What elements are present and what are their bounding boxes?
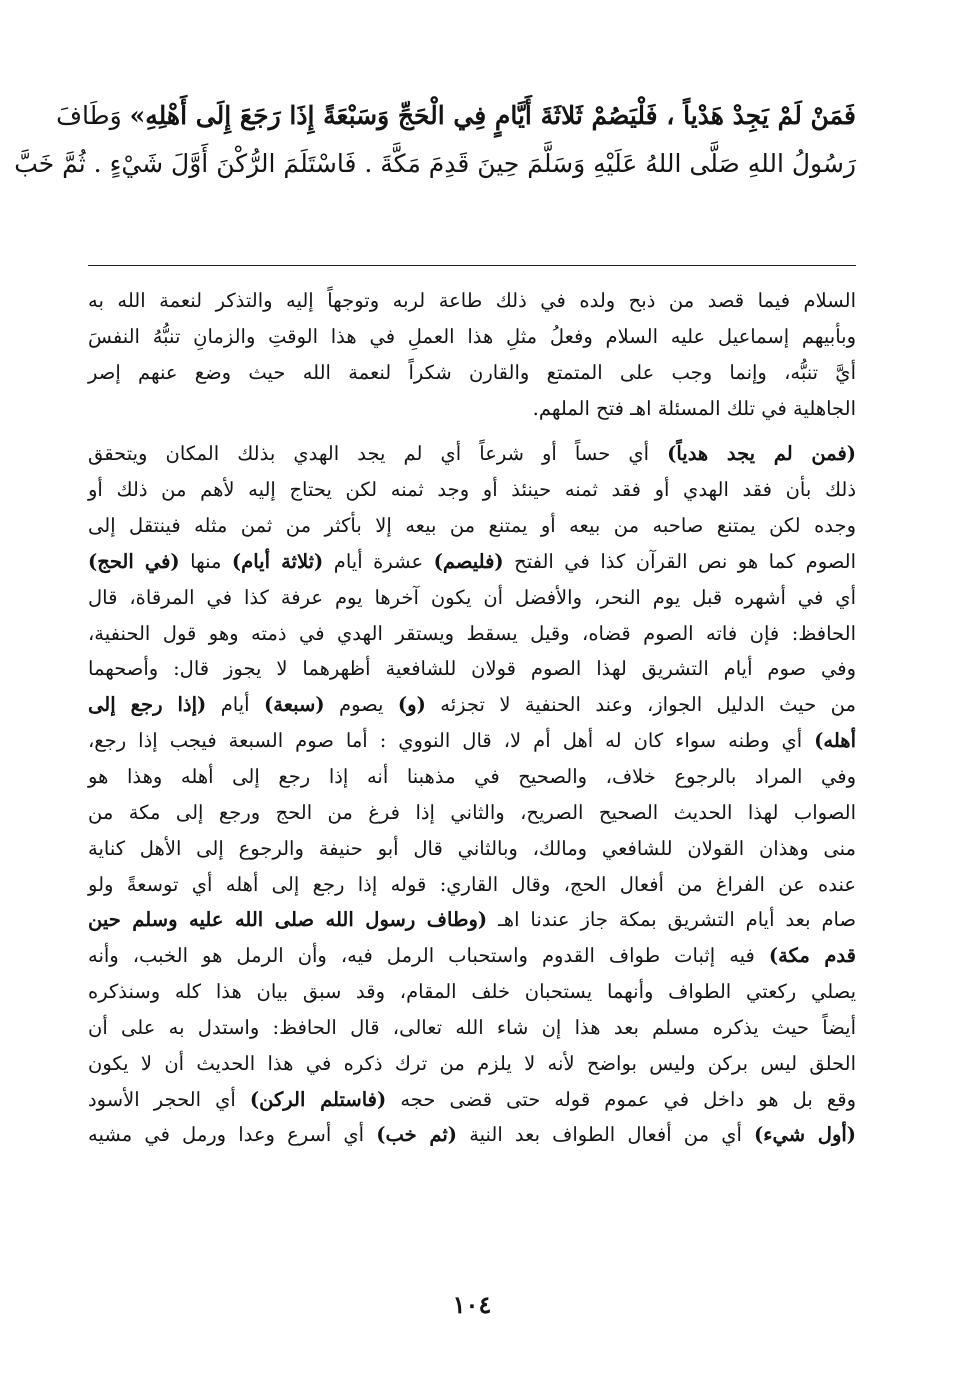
commentary-line: وبأبيهم إسماعيل عليه السلام وفعلُ مثلِ هذا العملِ في هذا الوقتِ والزمانِ تنبُّهُ النفسَ: [88, 324, 856, 348]
commentary-line: الصواب لهذا الحديث الصحيح الصريح، والثاني إذا فرغ من الحج ورجع إلى مكة من: [88, 800, 856, 824]
commentary-line: منى وهذان القولان للشافعي ومالك، وبالثاني قال أبو حنيفة والرجوع إلى الأهل كناية: [88, 836, 856, 860]
commentary-segment: أي حساً أو شرعاً أي لم يجد الهدي بذلك المكان ويتحقق: [88, 442, 650, 466]
quoted-phrase: (ثلاثة أيام): [231, 549, 324, 573]
commentary-line: [88, 902, 856, 938]
quoted-phrase: (وطاف رسول الله صلى الله عليه وسلم حين: [88, 908, 488, 932]
hadith-line: رَسُولُ اللهِ صَلَّى اللهُ عَلَيْهِ وَسَلَّمَ حِينَ قَدِمَ مَكَّةَ . فَاسْتَلَمَ الرُّكْنَ أَوَّلَ شَيْءٍ . ثُمَّ خَبَّ: [14, 149, 856, 178]
quoted-phrase: (فاستلم الركن): [249, 1087, 387, 1111]
commentary-line: وفي صوم أيام التشريق لهذا الصوم قولان للشافعية أظهرهما لا يجوز قال: وأصحهما: [88, 657, 856, 681]
quoted-phrase: (فليصم): [433, 549, 504, 573]
commentary-line: [88, 436, 856, 472]
commentary-line: عنده عن الفراغ من أفعال الحج، وقال القاري: قوله إذا رجع إلى أهله أي توسعةً ولو: [88, 872, 856, 896]
commentary-segment: صام بعد أيام التشريق بمكة جاز عندنا اهـ: [498, 908, 857, 932]
commentary-line: أي في أشهره قبل يوم النحر، والأفضل أن يكون آخرها يوم عرفة كذا في المرقاة، قال: [88, 585, 856, 609]
commentary-line: يصلي ركعتي الطواف وأنهما يستحبان خلف المقام، وقد سبق بيان هذا كله وسنذكره: [88, 980, 856, 1004]
commentary-line: الحلق ليس بركن وليس بواضح لأنه لا يلزم من ترك ذكره في هذا الحديث أن لا يكون: [88, 1051, 856, 1075]
hadith-text: [14, 92, 856, 188]
commentary-segment: وقع بل هو داخل في عموم قوله حتى قضى حجه: [400, 1087, 857, 1111]
commentary-line: السلام فيما قصد من ذبح ولده في ذلك طاعة لربه وتوجهاً إليه والتذكر لنعمة الله به: [88, 289, 856, 312]
commentary-line: وفي المراد بالرجوع خلاف، والصحيح في مذهبنا أنه إذا رجع إلى أهله وهذا هو: [88, 764, 856, 788]
quoted-phrase: (أول شيء): [754, 1123, 857, 1147]
page-number: ١٠٤: [452, 1290, 492, 1319]
commentary-segment: أي الحجر الأسود: [88, 1087, 236, 1111]
commentary-segment: أي وطنه سواء كان له أهل أم لا، قال النووي : أما صوم السبعة فيجب إذا رجع،: [88, 729, 803, 753]
commentary-line: ذلك بأن فقد الهدي أو فقد ثمنه حينئذ أو وجد ثمنه لكن يحتاج إليه لأهم من ذلك أو: [88, 478, 856, 502]
commentary-line: الحافظ: فإن فاته الصوم قضاه، وقيل يسقط ويستقر الهدي في ذمته وهو قول الحنفية،: [88, 621, 856, 645]
quoted-phrase: (و): [397, 693, 426, 717]
commentary-line: [88, 544, 856, 580]
quoted-phrase: (فمن لم يجد هدياً): [667, 442, 856, 466]
hadith-line: [56, 92, 856, 140]
commentary-segment: أيام: [220, 693, 250, 717]
commentary-segment: الصوم كما هو نص القرآن كذا في الفتح: [514, 549, 857, 573]
quoted-phrase: (في الحج): [88, 549, 180, 573]
hadith-phrase: وَطَافَ: [56, 101, 122, 130]
document-page: [14, 0, 857, 1378]
commentary-segment: أي من أفعال الطواف بعد النية: [469, 1123, 742, 1147]
commentary-line: [88, 1082, 856, 1118]
commentary-segment: منها: [190, 549, 222, 573]
commentary-line: الجاهلية في تلك المسئلة اهـ فتح الملهم.: [532, 396, 856, 420]
quoted-phrase: (ثم خب): [376, 1123, 458, 1147]
commentary-segment: من حيث الدليل الجواز، وعند الحنفية لا تجزئه: [440, 693, 856, 717]
footnote-divider: [88, 265, 856, 266]
commentary-segment: عشرة أيام: [333, 549, 424, 573]
hadith-bold-phrase: فَمَنْ لَمْ يَجِدْ هَدْياً ، فَلْيَصُمْ ثَلاثَةَ أَيَّامٍ فِي الْحَجِّ وَسَبْعَةً إِذَا رَجَعَ إِلَى أَهْلِهِ»: [129, 101, 856, 130]
commentary-line: [88, 723, 856, 759]
commentary-segment: أي أسرع وعدا ورمل في مشيه: [88, 1123, 365, 1147]
commentary-line: وجده لكن يمتنع صاحبه من بيعه أو يمتنع من بيعه إلا بأكثر من ثمن مثله فينتقل إلى: [88, 514, 856, 538]
commentary-line: [88, 938, 856, 974]
commentary-line: [88, 687, 856, 723]
commentary-line: [88, 1117, 856, 1153]
commentary-segment: فيه إثبات طواف القدوم واستحباب الرمل فيه، وأن الرمل هو الخبب، وأنه: [88, 944, 755, 968]
quoted-phrase: (سبعة): [264, 693, 325, 717]
commentary-line: أيضاً حيث يذكره مسلم بعد هذا إن شاء الله تعالى، قال الحافظ: واستدل به على أن: [88, 1015, 856, 1039]
commentary-line: أيَّ تنبُّه، وإنما وجب على المتمتع والقارن شكراً لنعمة الله حيث وضع عنهم إصر: [88, 360, 856, 384]
quoted-phrase: قدم مكة): [768, 944, 856, 968]
commentary-segment: يصوم: [339, 693, 384, 717]
quoted-phrase: (إذا رجع إلى: [88, 693, 207, 717]
commentary-text: [88, 283, 856, 1153]
quoted-phrase: أهله): [814, 729, 856, 753]
